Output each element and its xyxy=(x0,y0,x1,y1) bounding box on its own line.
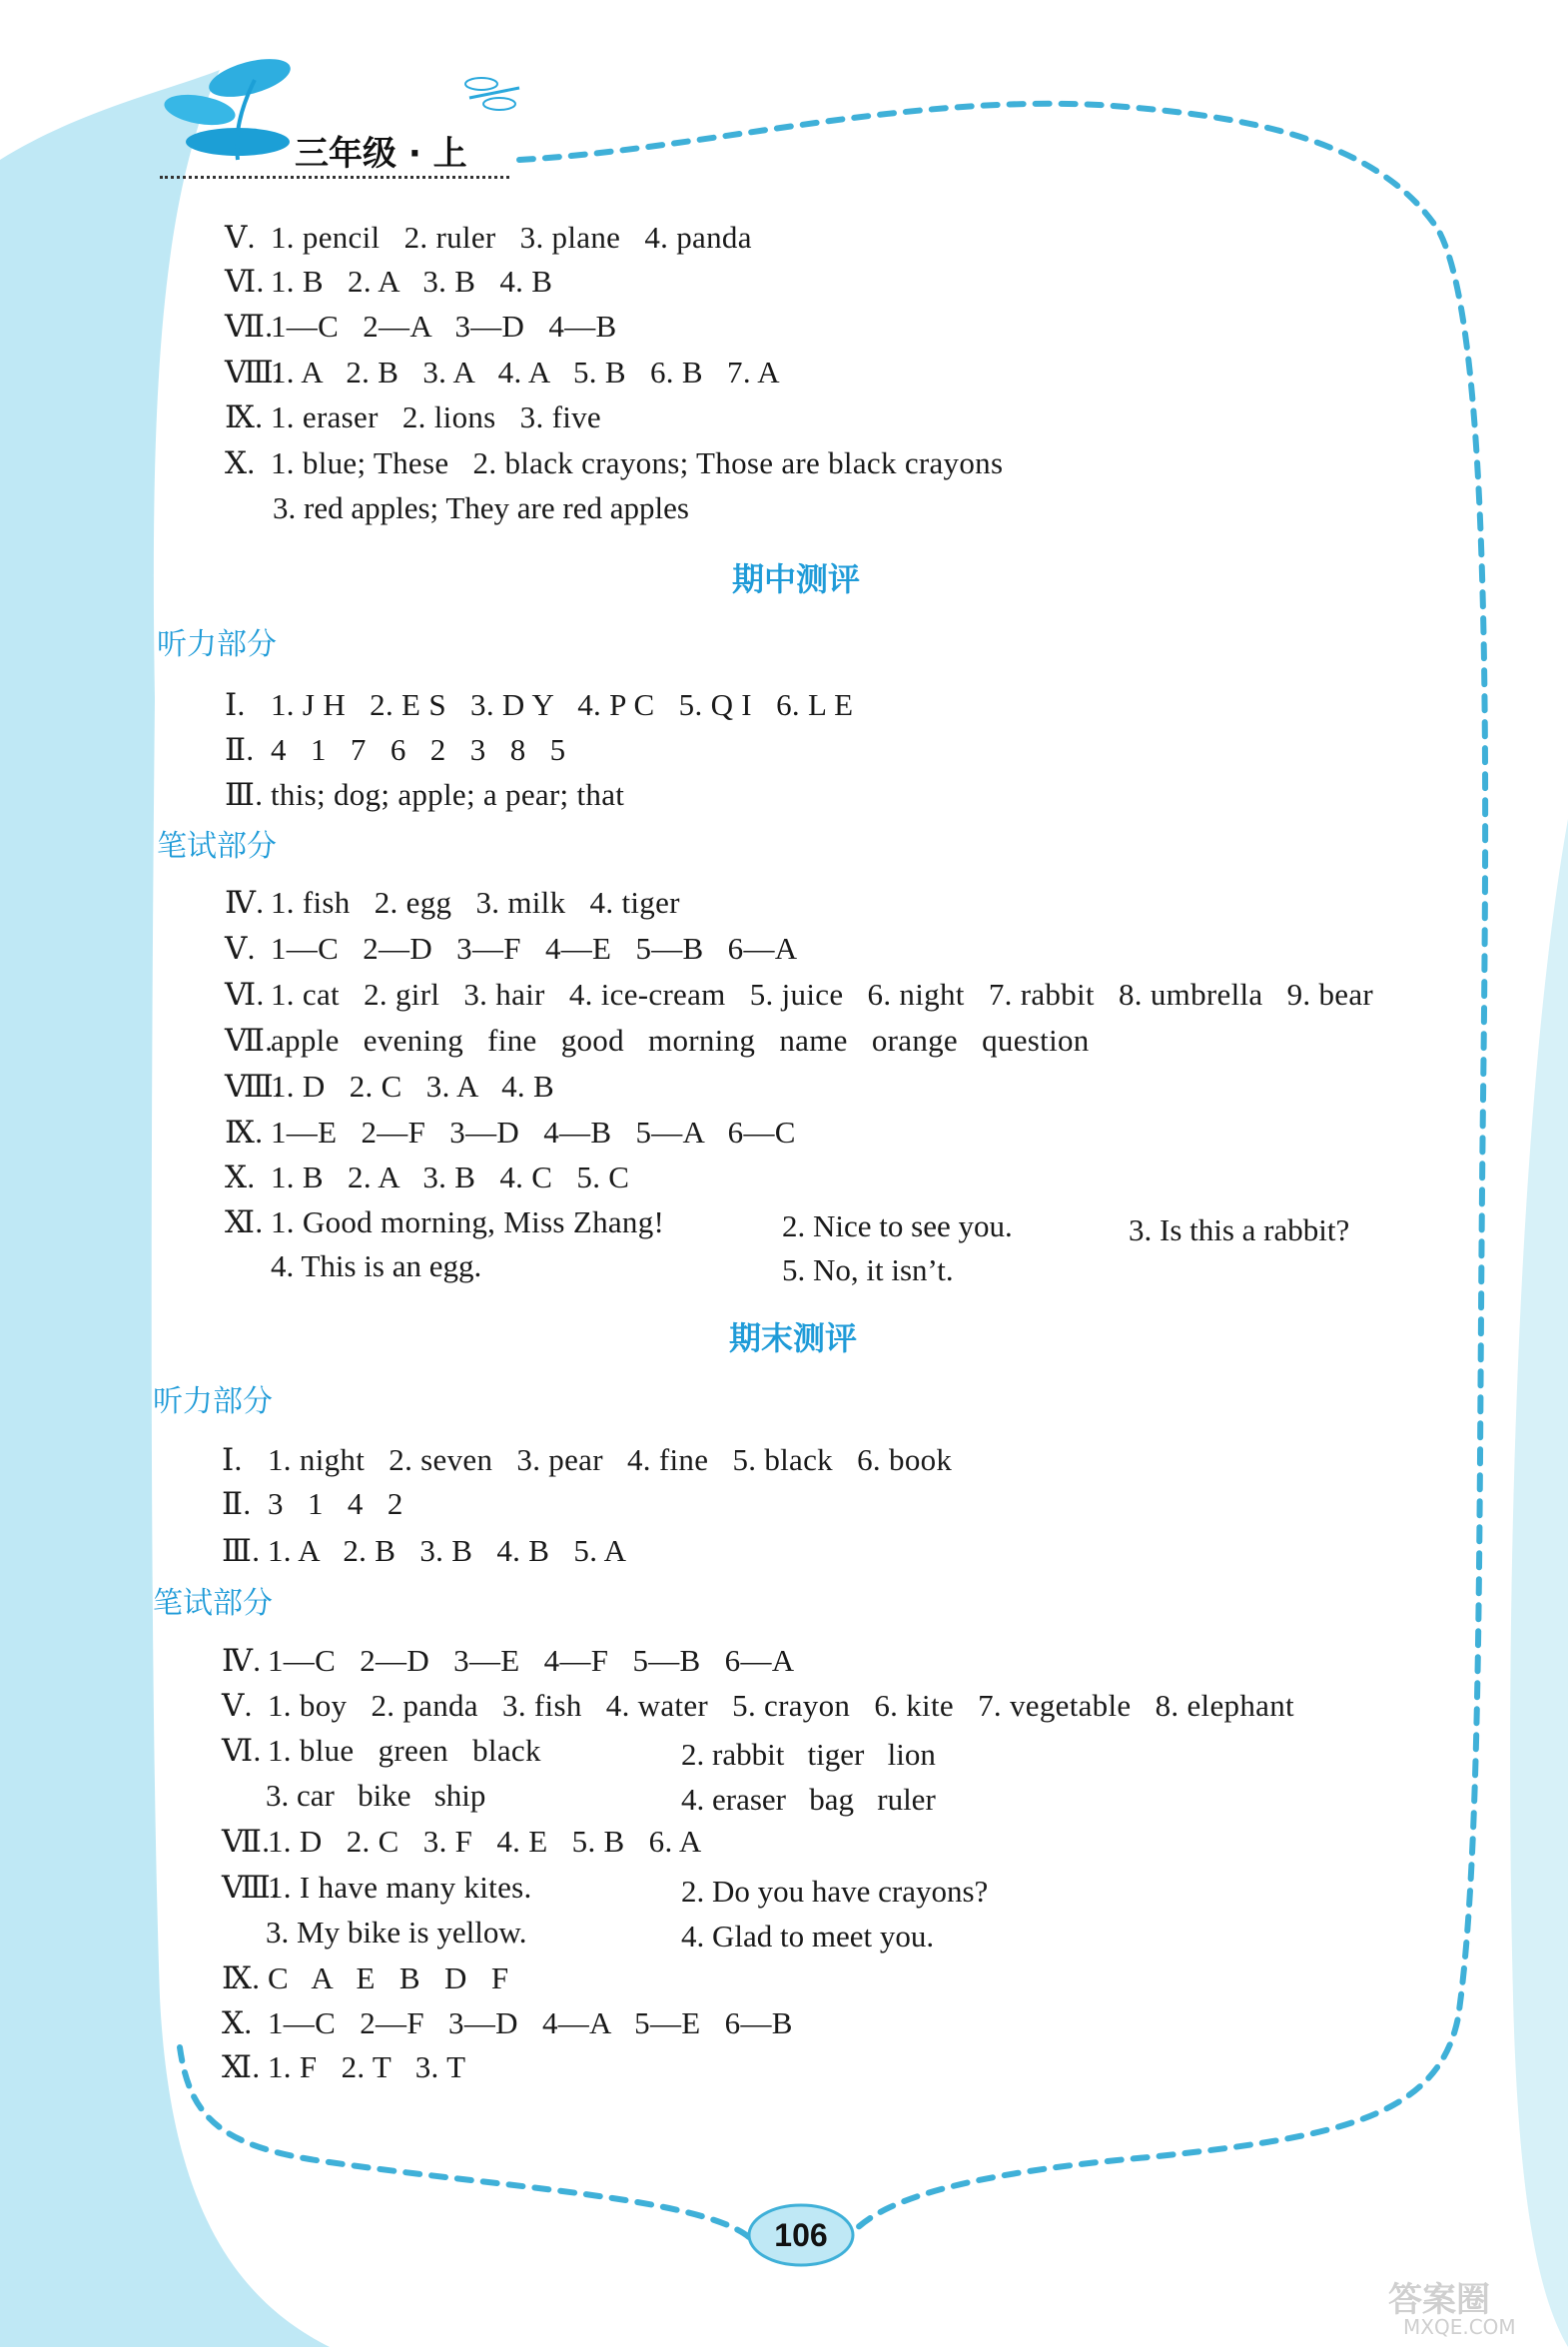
answer-line: Ⅹ. 1. B 2. A 3. B 4. C 5. C xyxy=(225,1160,630,1194)
answer-line: Ⅳ. 1—C 2—D 3—E 4—F 5—B 6—A xyxy=(222,1643,795,1678)
answer-line: Ⅵ. 1. B 2. A 3. B 4. B xyxy=(225,264,553,299)
answer-line: Ⅴ. 1—C 2—D 3—F 4—E 5—B 6—A xyxy=(225,931,798,966)
answer-line: Ⅷ.1. D 2. C 3. A 4. B xyxy=(225,1069,554,1104)
answer-item: 3. Is this a rabbit? xyxy=(1129,1212,1350,1247)
watermark-url: MXQE.COM xyxy=(1403,2315,1516,2339)
answer-line: Ⅱ. 4 1 7 6 2 3 8 5 xyxy=(225,732,566,767)
midterm-listening-label: 听力部分 xyxy=(157,627,277,662)
answer-item: 5. No, it isn’t. xyxy=(782,1252,954,1287)
answer-item: 3. My bike is yellow. xyxy=(266,1915,527,1950)
answer-line: Ⅶ.apple evening fine good morning name orange question xyxy=(225,1023,1090,1058)
final-listening-label: 听力部分 xyxy=(153,1384,273,1419)
answer-line: Ⅰ. 1. J H 2. E S 3. D Y 4. P C 5. Q I 6. L E xyxy=(225,687,854,722)
answer-line: Ⅲ. this; dog; apple; a pear; that xyxy=(225,777,625,812)
answer-item: 4. This is an egg. xyxy=(271,1248,482,1283)
answer-line: Ⅺ. 1. Good morning, Miss Zhang! xyxy=(225,1204,665,1239)
right-blue-wave xyxy=(1510,819,1568,2347)
answer-line: Ⅷ.1. A 2. B 3. A 4. A 5. B 6. B 7. A xyxy=(225,355,780,390)
answer-line: Ⅺ. 1. F 2. T 3. T xyxy=(222,2049,466,2084)
dragonfly-icon xyxy=(465,78,519,110)
answer-line: Ⅸ. C A E B D F xyxy=(222,1960,509,1995)
answer-line: Ⅵ. 1. cat 2. girl 3. hair 4. ice-cream 5. juice 6. night 7. rabbit 8. umbrella 9. bear xyxy=(225,977,1374,1012)
answer-line: Ⅹ. 1. blue; These 2. black crayons; Those are black crayons xyxy=(225,445,1004,480)
answer-item: 4. eraser bag ruler xyxy=(681,1782,936,1817)
answer-line: Ⅹ. 1—C 2—F 3—D 4—A 5—E 6—B xyxy=(222,2005,793,2040)
answer-line: Ⅱ. 3 1 4 2 xyxy=(222,1486,403,1521)
answer-continuation: 3. red apples; They are red apples xyxy=(273,490,689,525)
answer-line: Ⅰ. 1. night 2. seven 3. pear 4. fine 5. black 6. book xyxy=(222,1442,953,1477)
answer-line: Ⅵ. 1. blue green black xyxy=(222,1733,541,1768)
answer-line: Ⅴ. 1. boy 2. panda 3. fish 4. water 5. crayon 6. kite 7. vegetable 8. elephant xyxy=(222,1688,1294,1723)
answer-line: Ⅷ.1. I have many kites. xyxy=(222,1870,532,1905)
midterm-written-label: 笔试部分 xyxy=(157,829,277,864)
answer-item: 4. Glad to meet you. xyxy=(681,1919,935,1954)
answer-item: 2. rabbit tiger lion xyxy=(681,1737,936,1772)
answer-line: Ⅲ. 1. A 2. B 3. B 4. B 5. A xyxy=(222,1533,627,1568)
answer-line: Ⅸ. 1. eraser 2. lions 3. five xyxy=(225,399,601,434)
final-written-label: 笔试部分 xyxy=(153,1586,273,1621)
header-dotted-rule xyxy=(160,176,509,179)
answer-line: Ⅸ. 1—E 2—F 3—D 4—B 5—A 6—C xyxy=(225,1115,796,1150)
answer-line: Ⅴ. 1. pencil 2. ruler 3. plane 4. panda xyxy=(225,220,752,255)
midterm-title: 期中测评 xyxy=(732,560,861,598)
answer-item: 3. car bike ship xyxy=(266,1778,486,1813)
answer-line: Ⅶ.1. D 2. C 3. F 4. E 5. B 6. A xyxy=(222,1824,702,1859)
final-title: 期末测评 xyxy=(729,1319,858,1357)
answer-item: 2. Do you have crayons? xyxy=(681,1874,989,1909)
answer-line: Ⅳ. 1. fish 2. egg 3. milk 4. tiger xyxy=(225,885,680,920)
answer-line: Ⅶ.1—C 2—A 3—D 4—B xyxy=(225,309,617,344)
page-number: 106 xyxy=(774,2217,828,2253)
grade-title: 三年级 · 上 xyxy=(295,134,467,174)
watermark-logo: 答案圈 xyxy=(1388,2280,1490,2320)
answer-item: 2. Nice to see you. xyxy=(782,1208,1013,1243)
